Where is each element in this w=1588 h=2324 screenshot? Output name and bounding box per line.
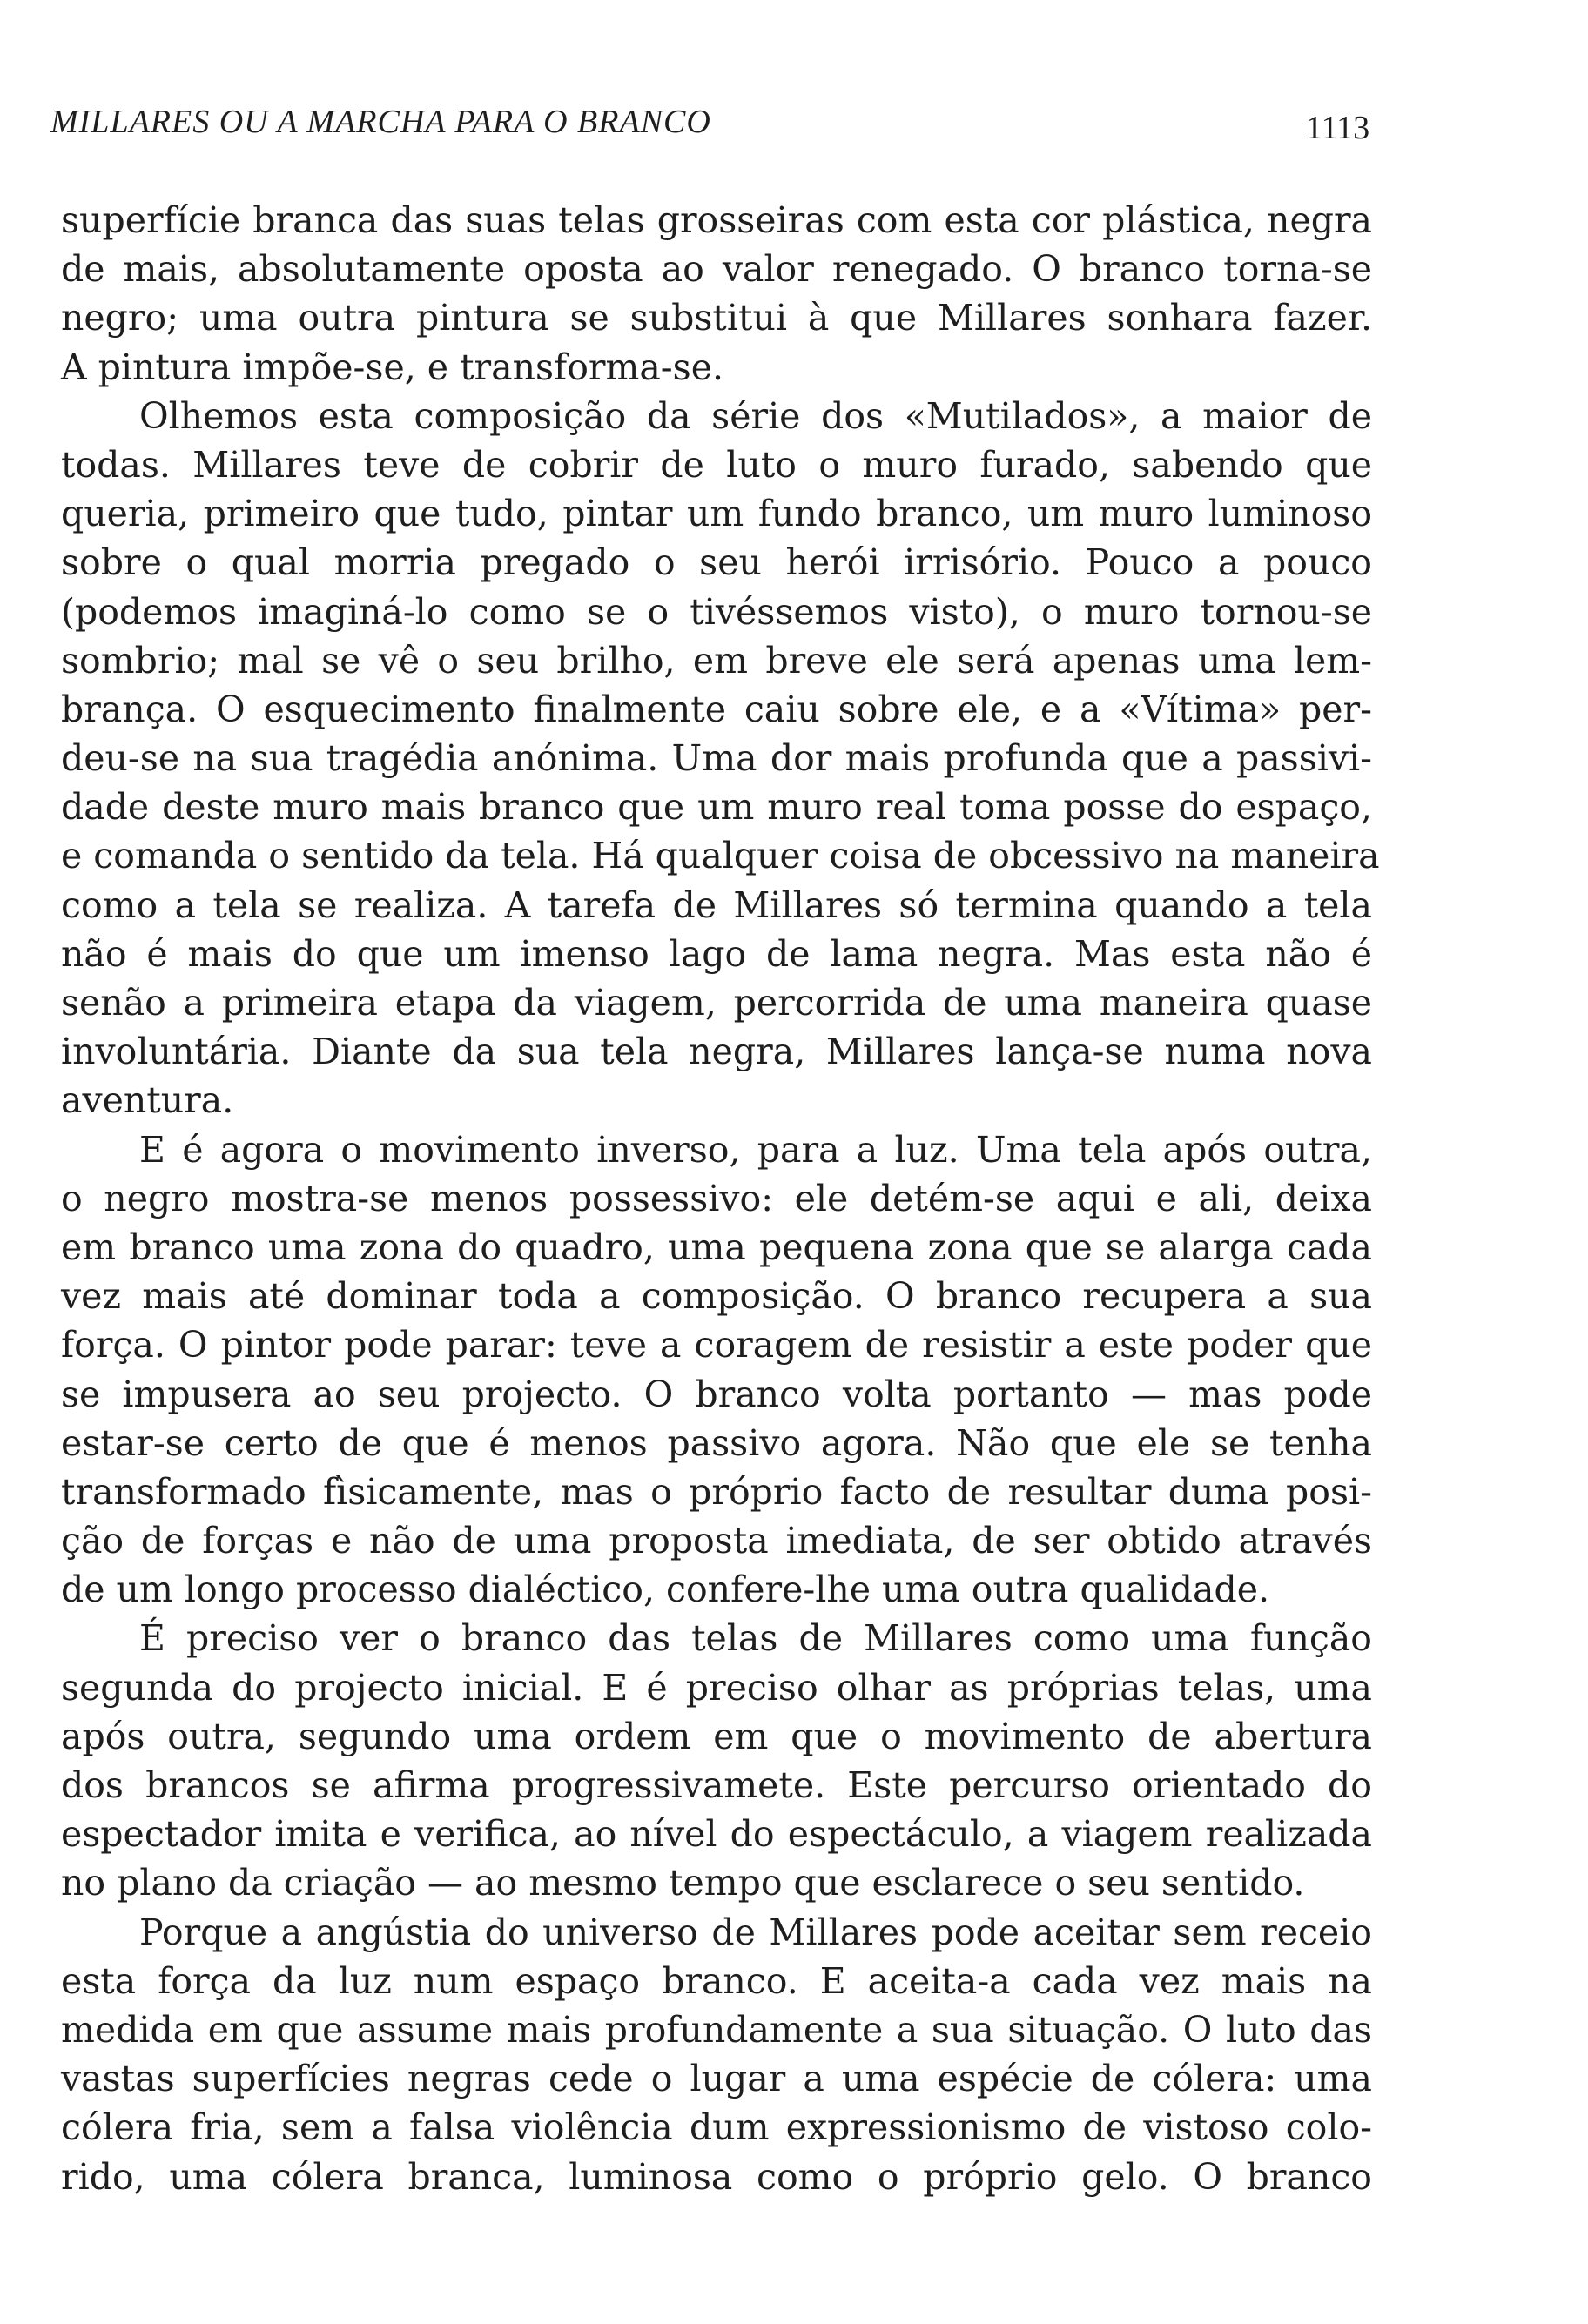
text-line: rido, uma cólera branca, luminosa como o próprio gelo. O branco (61, 2155, 1372, 2198)
text-line: em branco uma zona do quadro, uma pequena zona que se alarga cada (61, 1226, 1372, 1268)
running-head-title: MILLARES OU A MARCHA PARA O BRANCO (50, 104, 711, 140)
text-line: dade deste muro mais branco que um muro real toma posse do espaço, (61, 786, 1372, 829)
text-line: E é agora o movimento inverso, para a luz. Uma tela após outra, (139, 1128, 1372, 1171)
text-line: brança. O esquecimento finalmente caiu sobre ele, e a «Vítima» per- (61, 688, 1372, 730)
text-line: no plano da criação — ao mesmo tempo que esclarece o seu sentido. (61, 1862, 1305, 1904)
text-line: cólera fria, sem a falsa violência dum expressionismo de vistoso colo- (61, 2106, 1372, 2149)
text-line: estar-se certo de que é menos passivo agora. Não que ele se tenha (61, 1421, 1372, 1464)
text-line: queria, primeiro que tudo, pintar um fundo branco, um muro luminoso (61, 493, 1372, 535)
text-line: espectador imita e verifica, ao nível do espectáculo, a viagem realizada (61, 1813, 1372, 1856)
text-line: de um longo processo dialéctico, confere-lhe uma outra qualidade. (61, 1568, 1269, 1611)
text-line: negro; uma outra pintura se substitui à que Millares sonhara fazer. (61, 297, 1372, 339)
text-line: É preciso ver o branco das telas de Millares como uma função (139, 1617, 1372, 1660)
text-line: não é mais do que um imenso lago de lama negra. Mas esta não é (61, 932, 1372, 975)
page-number: 1113 (1306, 110, 1370, 146)
text-line: superfície branca das suas telas grosseiras com esta cor plástica, negra (61, 199, 1372, 241)
text-line: ção de forças e não de uma proposta imediata, de ser obtido através (61, 1520, 1372, 1562)
text-line: (podemos imaginá-lo como se o tivéssemos visto), o muro tornou-se (61, 590, 1372, 633)
text-line: senão a primeira etapa da viagem, percorrida de uma maneira quase (61, 982, 1372, 1024)
text-line: A pintura impõe-se, e transforma-se. (61, 346, 724, 388)
body-text (61, 196, 1380, 2201)
text-line: involuntária. Diante da sua tela negra, Millares lança-se numa nova (61, 1031, 1372, 1073)
text-line: esta força da luz num espaço branco. E aceita-a cada vez mais na (61, 1959, 1372, 2002)
text-line: Olhemos esta composição da série dos «Mutilados», a maior de (139, 394, 1372, 437)
text-line: vez mais até dominar toda a composição. O branco recupera a sua (61, 1275, 1372, 1318)
text-line: força. O pintor pode parar: teve a coragem de resistir a este poder que (61, 1324, 1372, 1367)
text-line: segunda do projecto inicial. E é preciso olhar as próprias telas, uma (61, 1666, 1372, 1709)
text-line: dos brancos se afirma progressivamete. Este percurso orientado do (61, 1764, 1372, 1806)
text-line: se impusera ao seu projecto. O branco volta portanto — mas pode (61, 1373, 1372, 1415)
text-line: de mais, absolutamente oposta ao valor renegado. O branco torna-se (61, 248, 1372, 291)
text-line: Porque a angústia do universo de Millares pode aceitar sem receio (139, 1911, 1372, 1953)
text-line: e comanda o sentido da tela. Há qualquer coisa de obcessivo na maneira (61, 835, 1380, 877)
text-line: vastas superfícies negras cede o lugar a uma espécie de cólera: uma (61, 2058, 1372, 2100)
text-line: como a tela se realiza. A tarefa de Millares só termina quando a tela (61, 883, 1372, 926)
text-line: sobre o qual morria pregado o seu herói irrisório. Pouco a pouco (61, 541, 1372, 584)
text-line: aventura. (61, 1079, 234, 1122)
text-line: transformado fìsicamente, mas o próprio facto de resultar duma posi- (61, 1470, 1372, 1513)
text-line: todas. Millares teve de cobrir de luto o muro furado, sabendo que (61, 443, 1372, 486)
text-line: o negro mostra-se menos possessivo: ele detém-se aqui e ali, deixa (61, 1177, 1372, 1219)
text-line: após outra, segundo uma ordem em que o movimento de abertura (61, 1715, 1372, 1757)
text-line: sombrio; mal se vê o seu brilho, em breve ele será apenas uma lem- (61, 639, 1372, 682)
text-line: deu-se na sua tragédia anónima. Uma dor mais profunda que a passivi- (61, 737, 1372, 780)
text-line: medida em que assume mais profundamente a sua situação. O luto das (61, 2008, 1372, 2051)
